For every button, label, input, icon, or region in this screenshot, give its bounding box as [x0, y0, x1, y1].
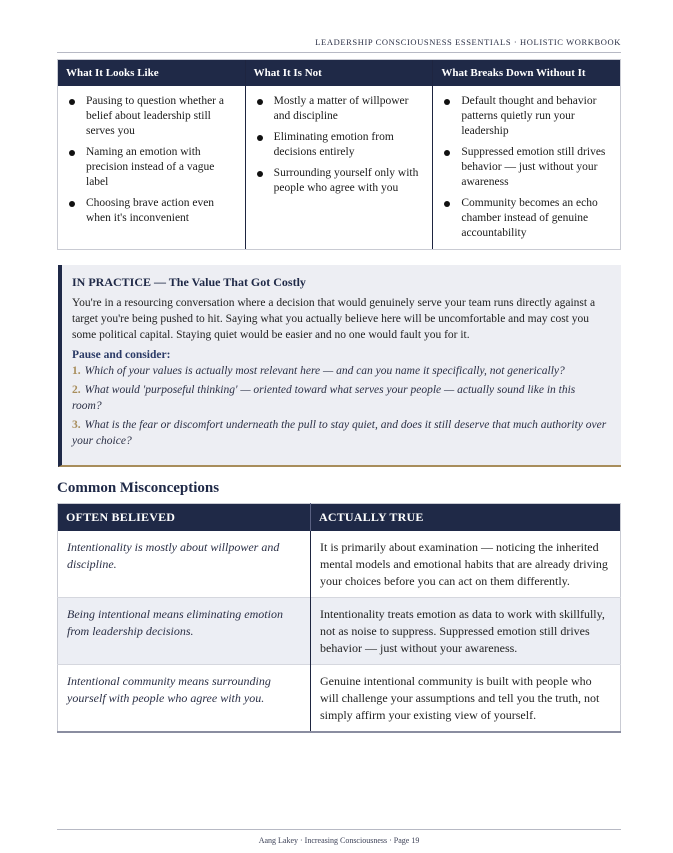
- column-heading: What Breaks Down Without It: [433, 60, 620, 86]
- bullet-list: [433, 86, 620, 247]
- bullet-item: Pausing to question whether a belief about leadership still serves you: [68, 94, 239, 139]
- believed-cell: Intentional community means surrounding yourself with people who agree with you.: [58, 664, 311, 732]
- bullet-item: Surrounding yourself only with people who agree with you: [256, 166, 427, 196]
- table-header-row: [58, 504, 621, 531]
- question-number: 1.: [72, 365, 81, 377]
- in-practice-callout: [58, 265, 621, 467]
- bullet-list: [246, 86, 433, 202]
- callout-title: IN PRACTICE — The Value That Got Costly: [72, 275, 306, 289]
- bullet-list: [58, 86, 245, 232]
- column-is-not: [245, 60, 433, 249]
- table-row: [58, 531, 621, 598]
- true-cell: Intentionality treats emotion as data to work with skillfully, not as noise to suppress. Suppressed emotion still drives behavior — just without your awareness.: [311, 597, 621, 664]
- bullet-item: Eliminating emotion from decisions entirely: [256, 130, 427, 160]
- bullet-item: Mostly a matter of willpower and discipline: [256, 94, 427, 124]
- question-text: What would 'purposeful thinking' — oriented toward what serves your people — actually sound like in this room?: [72, 384, 576, 412]
- question-item: [72, 417, 607, 449]
- bullet-item: Naming an emotion with precision instead of a vague label: [68, 145, 239, 190]
- question-number: 3.: [72, 419, 81, 431]
- header-often-believed: OFTEN BELIEVED: [58, 504, 311, 531]
- column-breaks-down: [432, 60, 620, 249]
- running-header: LEADERSHIP CONSCIOUSNESS ESSENTIALS · HOLISTIC WORKBOOK: [57, 37, 621, 53]
- believed-cell: Intentionality is mostly about willpower and discipline.: [58, 531, 311, 598]
- page-footer: Aang Lakey · Increasing Consciousness · Page 19: [57, 829, 621, 845]
- true-cell: It is primarily about examination — noticing the inherited mental models and emotional habits that are already driving your choices before you can act on them differently.: [320, 539, 608, 588]
- column-looks-like: [58, 60, 245, 249]
- header-actually-true: ACTUALLY TRUE: [311, 504, 621, 531]
- question-number: 2.: [72, 384, 81, 396]
- column-heading: What It Looks Like: [58, 60, 245, 86]
- question-text: What is the fear or discomfort underneath the pull to stay quiet, and does it still deserve that much authority over your choice?: [72, 419, 607, 447]
- table-row: [58, 597, 621, 664]
- believed-cell: Being intentional means eliminating emotion from leadership decisions.: [58, 597, 311, 664]
- question-text: Which of your values is actually most relevant here — and can you name it specifically, not generically?: [84, 365, 565, 377]
- section-title: Common Misconceptions: [57, 480, 220, 496]
- bullet-item: Default thought and behavior patterns quietly run your leadership: [443, 94, 614, 139]
- question-item: [72, 382, 607, 414]
- callout-body: You're in a resourcing conversation where a decision that would genuinely serve your team runs directly against a target you're being pushed to hit. Saying what you actually believe here will be uncomfortable and may cost you some political capital. Staying quiet would be easier and no one would fault you for it.: [72, 297, 596, 341]
- column-heading: What It Is Not: [246, 60, 433, 86]
- bullet-item: Suppressed emotion still drives behavior — just without your awareness: [443, 145, 614, 190]
- question-item: [72, 363, 607, 379]
- table-row: [58, 664, 621, 732]
- comparison-table: [57, 59, 621, 250]
- callout-prompt-label: Pause and consider:: [72, 349, 171, 361]
- bullet-item: Community becomes an echo chamber instead of genuine accountability: [443, 196, 614, 241]
- true-cell: Genuine intentional community is built with people who will challenge your assumptions and tell you the truth, not simply affirm your existing view of yourself.: [320, 673, 600, 722]
- misconceptions-table: [57, 503, 621, 733]
- bullet-item: Choosing brave action even when it's inconvenient: [68, 196, 239, 226]
- question-list: [72, 363, 607, 449]
